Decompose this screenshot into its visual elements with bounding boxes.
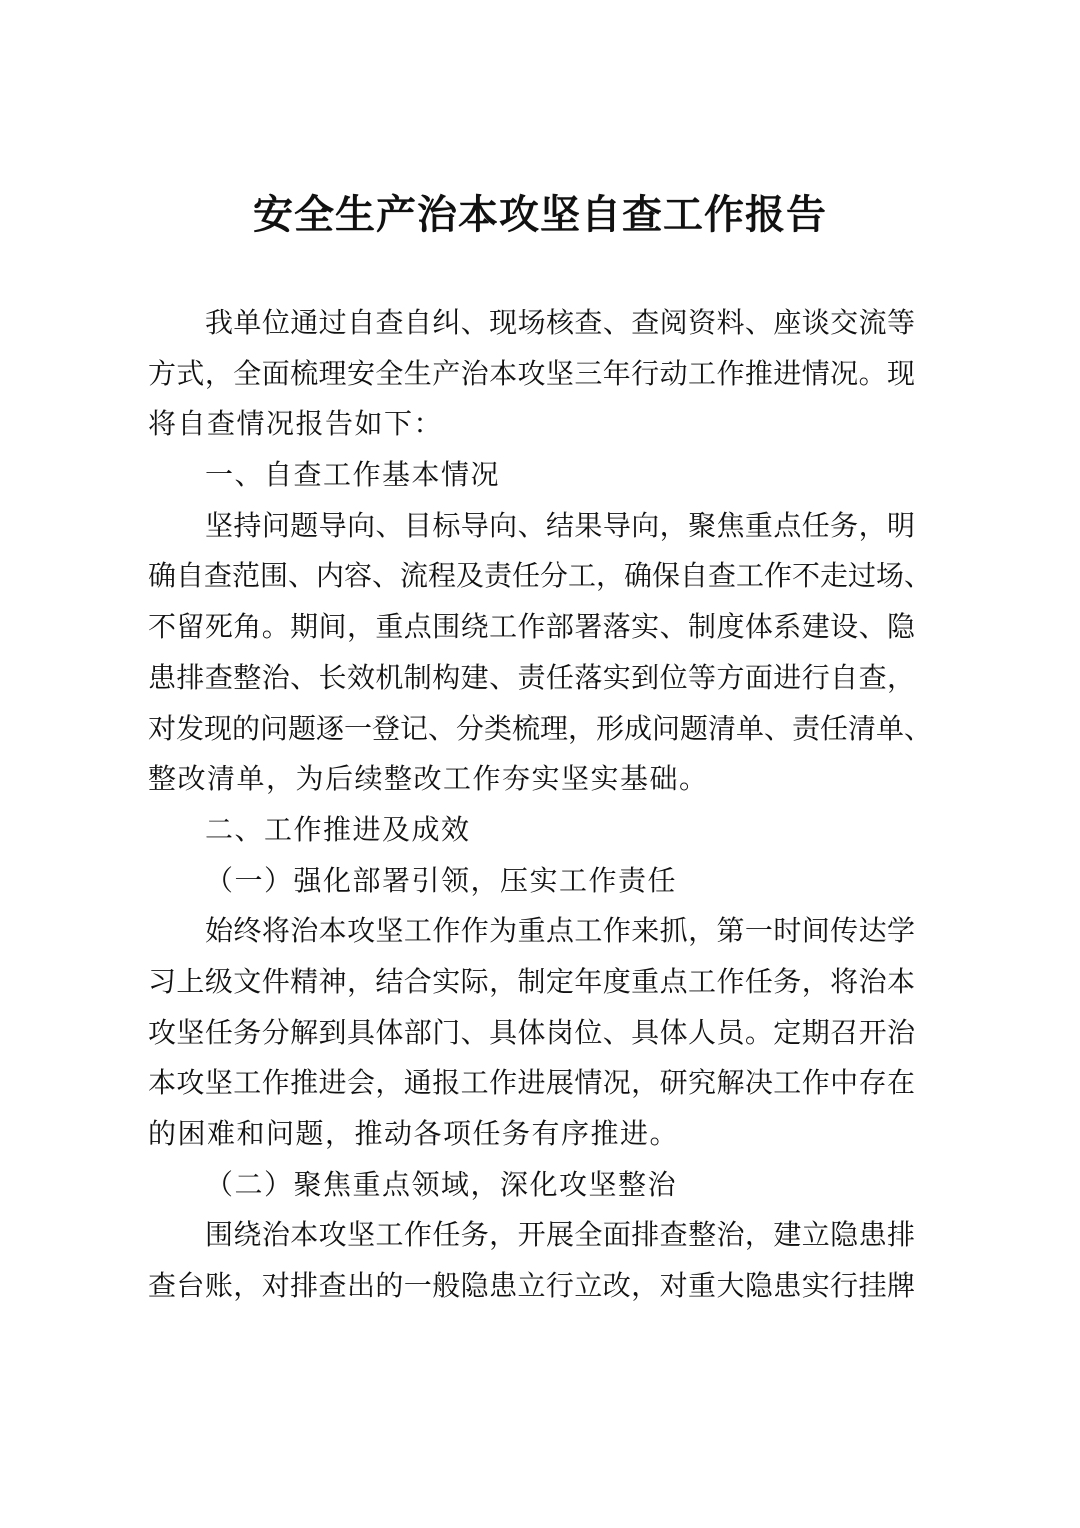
document-title: 安全生产治本攻坚自查工作报告 (253, 191, 827, 238)
paragraph-line: 患排查整治、长效机制构建、责任落实到位等方面进行自查， (148, 660, 915, 694)
paragraph-line: 围绕治本攻坚工作任务，开展全面排查整治，建立隐患排 (205, 1218, 915, 1252)
document-body (148, 298, 933, 1312)
paragraph (148, 298, 915, 450)
paragraph-line: 确自查范围、内容、流程及责任分工，确保自查工作不走过场、 (148, 559, 933, 593)
paragraph-line: 方式，全面梳理安全生产治本攻坚三年行动工作推进情况。现 (148, 356, 915, 390)
heading-text: （一）强化部署引领，压实工作责任 (205, 863, 678, 897)
paragraph-line: 我单位通过自查自纠、现场核查、查阅资料、座谈交流等 (205, 306, 915, 339)
paragraph-line: 查台账，对排查出的一般隐患立行立改，对重大隐患实行挂牌 (148, 1269, 915, 1303)
paragraph (148, 501, 933, 805)
paragraph-line: 始终将治本攻坚工作作为重点工作来抓，第一时间传达学 (205, 914, 915, 948)
section-heading (148, 805, 915, 856)
paragraph-line: 坚持问题导向、目标导向、结果导向，聚焦重点任务，明 (205, 508, 915, 542)
section-heading (148, 450, 915, 501)
paragraph (148, 1210, 915, 1311)
paragraph-line: 对发现的问题逐一登记、分类梳理，形成问题清单、责任清单、 (148, 711, 933, 745)
section-heading (148, 1160, 915, 1211)
paragraph-line: 习上级文件精神，结合实际，制定年度重点工作任务，将治本 (148, 964, 915, 998)
paragraph-line: 的困难和问题，推动各项任务有序推进。 (148, 1117, 680, 1150)
paragraph (148, 906, 915, 1159)
section-heading (148, 856, 915, 907)
paragraph-line: 将自查情况报告如下： (148, 407, 444, 441)
paragraph-line: 不留死角。期间，重点围绕工作部署落实、制度体系建设、隐 (148, 610, 915, 644)
paragraph-line: 攻坚任务分解到具体部门、具体岗位、具体人员。定期召开治 (148, 1015, 915, 1049)
heading-text: 二、工作推进及成效 (205, 812, 471, 846)
paragraph-line: 整改清单，为后续整改工作夯实坚实基础。 (148, 762, 709, 796)
paragraph-line: 本攻坚工作推进会，通报工作进展情况，研究解决工作中存在 (148, 1066, 915, 1100)
heading-text: 一、自查工作基本情况 (205, 458, 501, 492)
heading-text: （二）聚焦重点领域，深化攻坚整治 (205, 1167, 678, 1201)
